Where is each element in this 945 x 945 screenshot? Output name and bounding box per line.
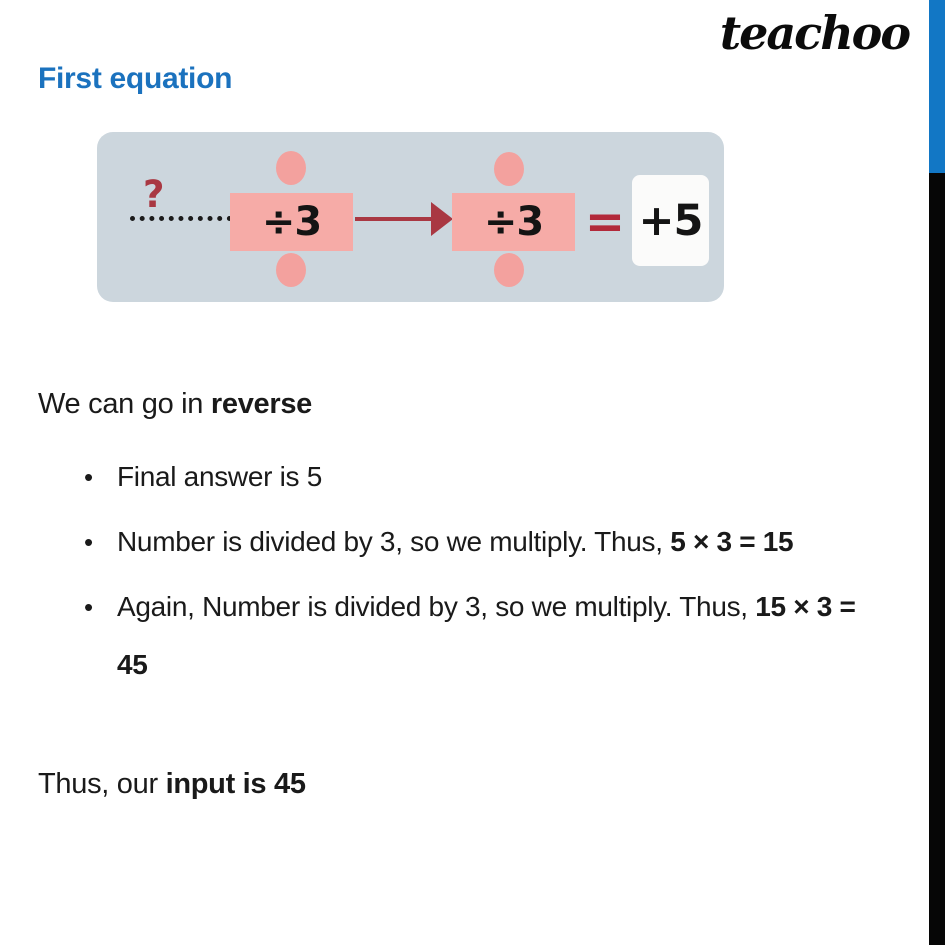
arrow-icon (431, 202, 453, 236)
bullet-text-bold: 5 × 3 = 15 (670, 526, 794, 557)
final-text (38, 768, 306, 801)
divide-box-1: ÷3 (230, 193, 353, 251)
edge-bar-blue (929, 0, 945, 173)
equals-sign: = (584, 194, 626, 250)
lead-text-bold: reverse (210, 388, 313, 420)
connector-dot (276, 151, 306, 185)
arrow-line (355, 217, 435, 221)
list-item (38, 448, 894, 506)
flow-diagram (97, 132, 724, 302)
bullet-text: Again, Number is divided by 3, so we multiply. Thus, (117, 591, 756, 622)
connector-dot (494, 152, 524, 186)
list-item (38, 513, 894, 571)
final-text-bold: input is 45 (165, 768, 306, 800)
bullet-text-bold: 15 × 3 = (755, 591, 856, 622)
bullet-list (38, 448, 894, 701)
section-heading: First equation (38, 62, 233, 95)
divide-box-2: ÷3 (452, 193, 575, 251)
bullet-text: Final answer is 5 (117, 461, 322, 492)
connector-dot (494, 253, 524, 287)
teachoo-logo: teachoo (719, 6, 909, 60)
question-mark: ? (143, 173, 165, 216)
result-label: +5 (638, 195, 703, 246)
lead-text (38, 388, 312, 421)
edge-bar-black (929, 173, 945, 945)
bullet-text-bold: 45 (117, 649, 148, 680)
dotted-line (130, 216, 232, 221)
list-item (38, 578, 894, 694)
bullet-text: Number is divided by 3, so we multiply. Thus, (117, 526, 671, 557)
result-box (632, 175, 709, 266)
final-text-normal: Thus, our (38, 768, 166, 800)
connector-dot (276, 253, 306, 287)
lead-text-normal: We can go in (38, 388, 211, 420)
